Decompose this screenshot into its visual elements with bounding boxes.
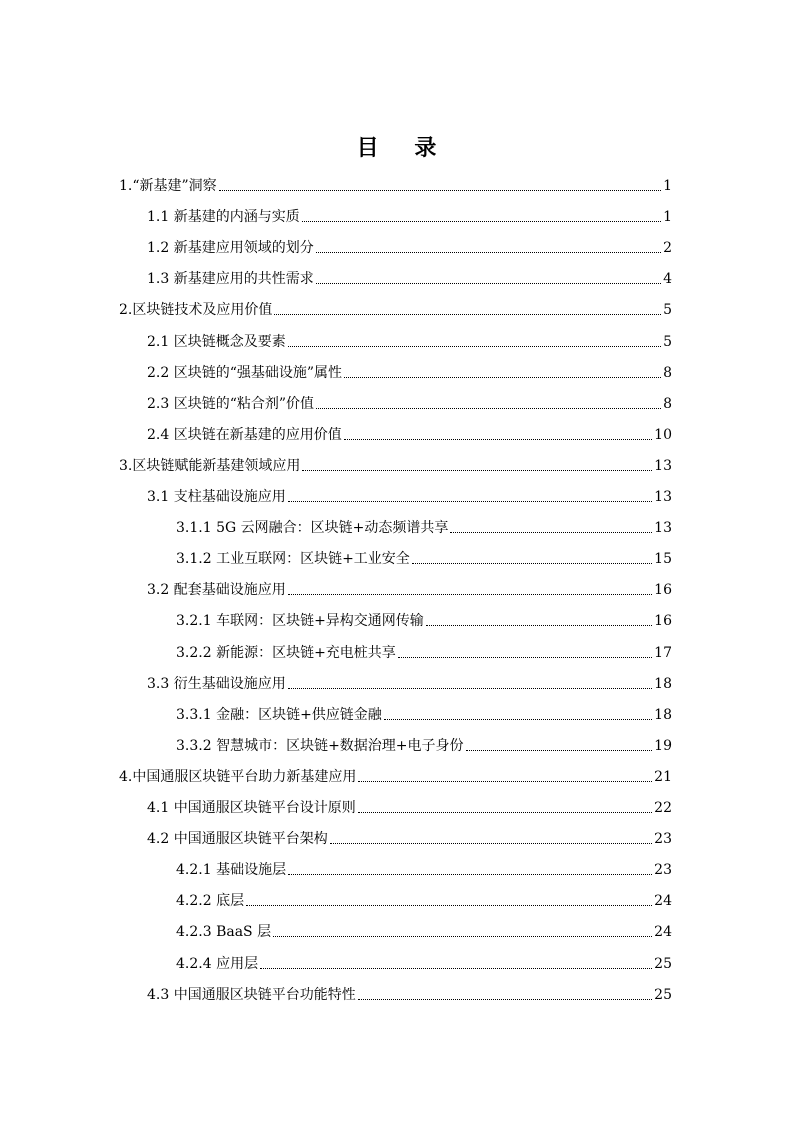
dot-leader xyxy=(344,439,652,440)
toc-entry[interactable] xyxy=(176,701,672,725)
toc-entry-title: 4.2.1 基础设施层 xyxy=(176,862,287,879)
toc-page-number: 15 xyxy=(654,551,672,568)
toc-entry-title: 4.3 中国通服区块链平台功能特性 xyxy=(147,986,356,1003)
toc-page-number: 4 xyxy=(663,271,672,288)
toc-entry-title: 2.1 区块链概念及要素 xyxy=(147,333,286,350)
toc-entry-title: 1.“新基建”洞察 xyxy=(119,178,217,194)
dot-leader xyxy=(450,532,652,533)
dot-leader xyxy=(274,314,661,315)
toc-entry[interactable] xyxy=(147,328,672,352)
dot-leader xyxy=(288,594,652,595)
toc-entry-title: 3.2 配套基础设施应用 xyxy=(147,582,286,599)
toc-entry[interactable] xyxy=(176,887,672,911)
toc-page-number: 8 xyxy=(663,395,672,412)
toc-entry-title: 3.1.1 5G 云网融合：区块链+动态频谱共享 xyxy=(176,520,449,537)
toc-entry[interactable] xyxy=(147,483,672,507)
toc-entry[interactable] xyxy=(147,794,672,818)
toc-page-number: 13 xyxy=(654,457,672,474)
toc-page-number: 1 xyxy=(663,209,672,226)
toc-page-number: 10 xyxy=(654,426,672,443)
toc-entry[interactable] xyxy=(176,639,672,663)
toc-entry-title: 1.1 新基建的内涵与实质 xyxy=(147,209,300,226)
dot-leader xyxy=(316,283,661,284)
toc-entry[interactable] xyxy=(176,856,672,880)
toc-entry[interactable] xyxy=(176,950,672,974)
toc-entry-title: 4.2.4 应用层 xyxy=(176,955,259,972)
dot-leader xyxy=(358,812,652,813)
toc-page-number: 17 xyxy=(654,644,672,661)
toc-page-number: 19 xyxy=(654,737,672,754)
dot-leader xyxy=(288,501,652,502)
dot-leader xyxy=(384,719,652,720)
toc-entry[interactable] xyxy=(176,514,672,538)
toc-page-number: 1 xyxy=(663,178,672,194)
dot-leader xyxy=(358,999,652,1000)
toc-page-number: 22 xyxy=(654,800,672,816)
dot-leader xyxy=(426,625,652,626)
toc-entry[interactable] xyxy=(176,607,672,631)
toc-entry-title: 2.3 区块链的“粘合剂”价值 xyxy=(147,395,315,412)
dot-leader xyxy=(316,408,661,409)
dot-leader xyxy=(330,843,652,844)
toc-entry-title: 3.2.1 车联网：区块链+异构交通网传输 xyxy=(176,613,424,630)
toc-entry[interactable] xyxy=(147,981,672,1005)
toc-page-number: 23 xyxy=(654,862,672,879)
toc-entry[interactable] xyxy=(147,825,672,849)
toc-entry[interactable] xyxy=(119,763,672,787)
toc-page-number: 16 xyxy=(654,613,672,630)
toc-entry-title: 3.区块链赋能新基建领域应用 xyxy=(119,457,301,474)
toc-entry-title: 4.1 中国通服区块链平台设计原则 xyxy=(147,800,356,816)
toc-entry-title: 3.3.1 金融：区块链+供应链金融 xyxy=(176,706,382,723)
dot-leader xyxy=(219,190,661,191)
toc-entry[interactable] xyxy=(147,234,672,258)
toc-entry[interactable] xyxy=(147,670,672,694)
dot-leader xyxy=(466,750,653,751)
toc-page-number: 2 xyxy=(663,240,672,257)
toc-entry[interactable] xyxy=(147,421,672,445)
page-title: 目 录 xyxy=(356,136,451,161)
toc-entry-title: 2.2 区块链的“强基础设施”属性 xyxy=(147,364,343,381)
toc-page-number: 18 xyxy=(654,706,672,723)
toc-page-number: 25 xyxy=(654,986,672,1003)
toc-page-number: 5 xyxy=(663,333,672,350)
toc-entry[interactable] xyxy=(176,732,672,756)
dot-leader xyxy=(288,874,652,875)
toc-page-number: 16 xyxy=(654,582,672,599)
toc-page-number: 13 xyxy=(654,520,672,537)
toc-entry-title: 3.3 衍生基础设施应用 xyxy=(147,675,286,692)
toc-page-number: 13 xyxy=(654,489,672,505)
toc-entry[interactable] xyxy=(147,359,672,383)
toc-entry-title: 2.区块链技术及应用价值 xyxy=(119,302,273,319)
dot-leader xyxy=(246,905,652,906)
toc-page-number: 24 xyxy=(654,893,672,910)
toc-entry[interactable] xyxy=(147,265,672,289)
toc-entry[interactable] xyxy=(176,918,672,942)
dot-leader xyxy=(260,968,652,969)
toc-entry[interactable] xyxy=(119,452,672,476)
toc-entry-title: 3.1.2 工业互联网：区块链+工业安全 xyxy=(176,551,410,568)
toc-entry-title: 1.2 新基建应用领域的划分 xyxy=(147,240,314,257)
toc-entry[interactable] xyxy=(147,203,672,227)
toc-entry[interactable] xyxy=(176,545,672,569)
toc-page-number: 23 xyxy=(654,831,672,848)
dot-leader xyxy=(288,688,652,689)
toc-entry-title: 4.2.2 底层 xyxy=(176,893,245,910)
toc-entry-title: 3.3.2 智慧城市：区块链+数据治理+电子身份 xyxy=(176,737,464,754)
toc-entry-title: 1.3 新基建应用的共性需求 xyxy=(147,271,314,288)
dot-leader xyxy=(302,470,652,471)
toc-page-number: 25 xyxy=(654,955,672,972)
toc-page-number: 8 xyxy=(663,364,672,381)
toc-entry-title: 4.2.3 BaaS 层 xyxy=(176,924,272,941)
toc-entry-title: 2.4 区块链在新基建的应用价值 xyxy=(147,426,342,443)
toc-entry[interactable] xyxy=(119,296,672,320)
toc-page-number: 18 xyxy=(654,675,672,692)
dot-leader xyxy=(344,377,661,378)
dot-leader xyxy=(273,936,652,937)
toc-page-number: 24 xyxy=(654,924,672,941)
toc-entry-title: 3.1 支柱基础设施应用 xyxy=(147,489,286,505)
dot-leader xyxy=(288,346,661,347)
toc-page-number: 21 xyxy=(654,768,672,785)
toc-entry[interactable] xyxy=(119,172,672,196)
toc-entry[interactable] xyxy=(147,390,672,414)
toc-entry-title: 4.2 中国通服区块链平台架构 xyxy=(147,831,328,848)
toc-entry-title: 3.2.2 新能源：区块链+充电桩共享 xyxy=(176,644,396,661)
dot-leader xyxy=(412,563,652,564)
toc-entry[interactable] xyxy=(147,576,672,600)
dot-leader xyxy=(398,657,652,658)
toc-entry-title: 4.中国通服区块链平台助力新基建应用 xyxy=(119,768,357,785)
dot-leader xyxy=(358,781,652,782)
dot-leader xyxy=(302,221,661,222)
toc-page-number: 5 xyxy=(663,302,672,319)
dot-leader xyxy=(316,252,661,253)
